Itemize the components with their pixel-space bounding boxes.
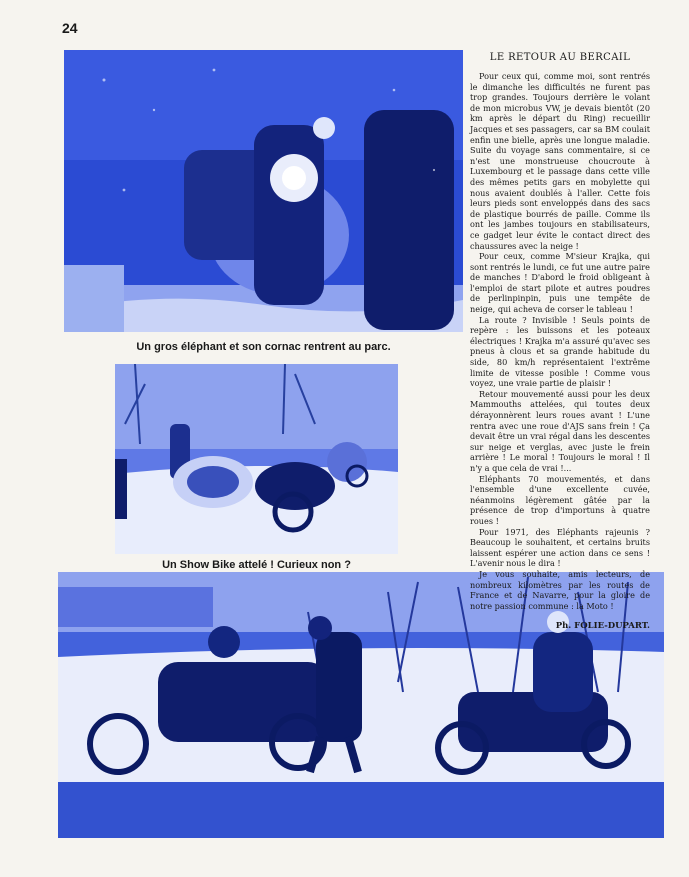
article-paragraph: Retour mouvementé aussi pour les deux Mammouths attelées, qui toutes deux dérayonnèrent leurs roues avant ! L'une rentra avec une roue d'AJS sans frein ! Ça devait être un vrai régal dans les descentes sur neige et verglas, avec juste le frein arrière ! Le moral ! Toujours le moral ! Il n'y a que cela de vrai !... <box>470 388 650 473</box>
photo-caption: Un gros éléphant et son cornac rentrent au parc. <box>136 341 391 353</box>
photo-elephant-cornac <box>64 50 463 332</box>
article-paragraph: La route ? Invisible ! Seuls points de repère : les buissons et les poteaux électriques ! Krajka m'a assuré qu'avec ses pneus à clous et sa grande habitude du side, 80 km/h représentaient l'extrême limite de vitesse posible ! Comme vous voyez, une vraie partie de plaisir ! <box>470 314 650 389</box>
article-paragraph: Pour ceux, comme M'sieur Krajka, qui sont rentrés le lundi, ce fut une autre paire de manches ! D'abord le froid obligeant à l'emploi de start pilote et autres poudres de perlinpinpin, puis une tempête de neige, qui acheva de corser le tableau ! <box>470 251 650 315</box>
page-number: 24 <box>62 20 78 36</box>
article <box>470 52 650 631</box>
photo-caption: Un Show Bike attelé ! Curieux non ? <box>162 559 351 571</box>
article-paragraph: Pour 1971, des Eléphants rajeunis ? Beaucoup le souhaitent, et certains bruits laissent espérer une action dans ce sens ! L'avenir nous le dira ! <box>470 526 650 569</box>
article-paragraph: Pour ceux qui, comme moi, sont rentrés le dimanche les difficultés ne furent pas trop grandes. Toujours derrière le volant de mon microbus VW, je devais bientôt (20 km après le départ du Ring) recueillir Jacques et ses passagers, car sa BM coulait enfin une bielle, après une longue maladie. Suite du voyage sans commentaire, si ce n'est une monstrueuse choucroute à Luxembourg et le passage dans cette ville des mêmes petits gars en mobylette qui nous avaient doublés à l'aller. Cette fois leurs pieds sont enveloppés dans des sacs de plastique bourrés de paille. Comme ils ont les jambes toujours en stabilisateurs, ce gadget leur évite le contact direct des chaussures avec la neige ! <box>470 71 650 251</box>
photo-show-bike <box>115 364 398 554</box>
article-paragraph: Eléphants 70 mouvementés, et dans l'ensemble d'une excellente cuvée, néanmoins légèrement gâtée par la présence de trop d'importuns à quatre roues ! <box>470 473 650 526</box>
byline: Ph. FOLIE-DUPART. <box>555 621 650 632</box>
article-title: LE RETOUR AU BERCAIL <box>489 52 631 63</box>
article-paragraph: Je vous souhaite, amis lecteurs, de nombreux kilomètres par les routes de France et de Navarre, pour la gloire de notre passion commune : la Moto ! <box>470 568 650 611</box>
